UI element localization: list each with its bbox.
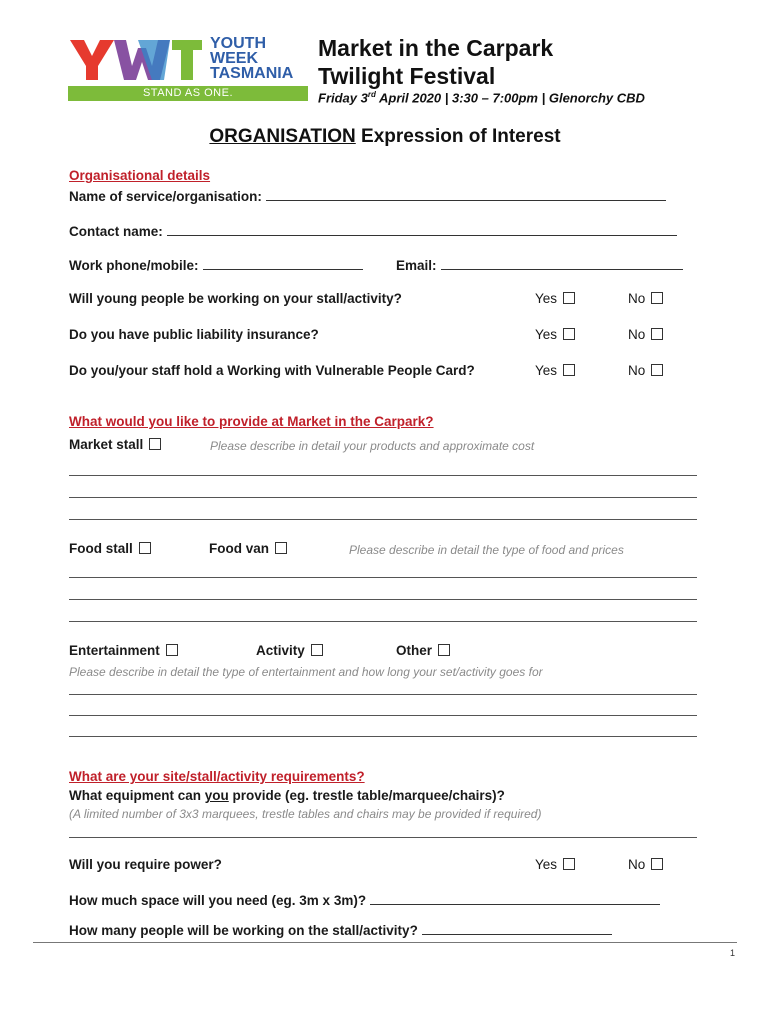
logo-line-tasmania: TASMANIA	[210, 65, 294, 82]
equipment-question: What equipment can you provide (eg. trestle table/marquee/chairs)?	[69, 788, 505, 803]
people-row	[69, 921, 612, 938]
q-liability-yes[interactable]: Yes	[535, 327, 575, 342]
footer-rule	[33, 942, 737, 943]
q-power: Will you require power?	[69, 857, 222, 872]
contact-label: Contact name:	[69, 224, 163, 239]
market-stall-hint: Please describe in detail your products and approximate cost	[210, 439, 535, 453]
checkbox-icon	[651, 292, 663, 304]
ent-line-2[interactable]	[69, 715, 697, 716]
q-young-people-no[interactable]: No	[628, 291, 663, 306]
checkbox-icon	[563, 328, 575, 340]
people-label: How many people will be working on the stall/activity?	[69, 923, 418, 938]
q-wwvp-yes[interactable]: Yes	[535, 363, 575, 378]
checkbox-icon	[651, 328, 663, 340]
q-wwvp-no[interactable]: No	[628, 363, 663, 378]
email-label: Email:	[396, 258, 437, 273]
ent-line-3[interactable]	[69, 736, 697, 737]
logo	[68, 36, 308, 102]
equipment-line[interactable]	[69, 837, 697, 838]
logo-text	[210, 36, 293, 81]
org-name-label: Name of service/organisation:	[69, 189, 262, 204]
q-liability: Do you have public liability insurance?	[69, 327, 319, 342]
q-power-yes[interactable]: Yes	[535, 857, 575, 872]
checkbox-icon	[275, 542, 287, 554]
q-liability-no[interactable]: No	[628, 327, 663, 342]
food-line-3[interactable]	[69, 621, 697, 622]
checkbox-icon	[563, 364, 575, 376]
event-title	[318, 34, 553, 90]
ent-line-1[interactable]	[69, 694, 697, 695]
contact-row	[69, 222, 677, 239]
market-line-2[interactable]	[69, 497, 697, 498]
form-title-organisation: ORGANISATION	[209, 126, 356, 147]
event-title-line1: Market in the Carpark	[318, 35, 554, 61]
section1-heading: Organisational details	[69, 168, 211, 183]
checkbox-icon	[651, 364, 663, 376]
org-name-field[interactable]	[266, 187, 666, 201]
ywt-letters-logo	[68, 36, 204, 84]
equipment-hint: (A limited number of 3x3 marquees, trestle tables and chairs may be provided if required)	[69, 807, 542, 821]
event-title-line2: Twilight Festival	[318, 63, 496, 89]
logo-line-week: WEEK	[210, 50, 258, 67]
space-label: How much space will you need (eg. 3m x 3m)?	[69, 893, 367, 908]
entertainment-option[interactable]: Entertainment	[69, 643, 178, 658]
people-field[interactable]	[422, 921, 612, 935]
phone-row	[69, 256, 363, 273]
event-date: Friday 3rd April 2020 | 3:30 – 7:00pm | Glenorchy CBD	[318, 90, 645, 106]
form-title-rest: Expression of Interest	[355, 126, 561, 147]
email-field[interactable]	[441, 256, 683, 270]
checkbox-icon	[149, 438, 161, 450]
contact-field[interactable]	[167, 222, 677, 236]
email-row	[396, 256, 683, 273]
food-hint: Please describe in detail the type of food and prices	[349, 543, 624, 557]
form-title	[0, 126, 770, 148]
q-power-no[interactable]: No	[628, 857, 663, 872]
checkbox-icon	[563, 292, 575, 304]
phone-field[interactable]	[203, 256, 363, 270]
section2-heading: What would you like to provide at Market in the Carpark?	[69, 414, 434, 429]
q-young-people: Will young people be working on your stall/activity?	[69, 291, 402, 306]
phone-label: Work phone/mobile:	[69, 258, 199, 273]
market-line-1[interactable]	[69, 475, 697, 476]
entertainment-hint: Please describe in detail the type of entertainment and how long your set/activity goes for	[69, 665, 543, 679]
checkbox-icon	[563, 858, 575, 870]
space-field[interactable]	[370, 891, 660, 905]
q-young-people-yes[interactable]: Yes	[535, 291, 575, 306]
food-van-option[interactable]: Food van	[209, 541, 287, 556]
market-stall-option[interactable]: Market stall	[69, 437, 161, 452]
food-line-1[interactable]	[69, 577, 697, 578]
q-wwvp-card: Do you/your staff hold a Working with Vulnerable People Card?	[69, 363, 475, 378]
checkbox-icon	[438, 644, 450, 656]
checkbox-icon	[311, 644, 323, 656]
food-line-2[interactable]	[69, 599, 697, 600]
checkbox-icon	[139, 542, 151, 554]
food-stall-option[interactable]: Food stall	[69, 541, 151, 556]
org-name-row	[69, 187, 666, 204]
page-number: 1	[730, 948, 736, 958]
section3-heading: What are your site/stall/activity requirements?	[69, 769, 365, 784]
checkbox-icon	[651, 858, 663, 870]
other-option[interactable]: Other	[396, 643, 450, 658]
activity-option[interactable]: Activity	[256, 643, 323, 658]
logo-tagline-bar	[68, 86, 308, 101]
market-line-3[interactable]	[69, 519, 697, 520]
logo-tagline: STAND AS ONE.	[142, 87, 234, 99]
logo-line-youth: YOUTH	[210, 35, 266, 52]
checkbox-icon	[166, 644, 178, 656]
space-row	[69, 891, 660, 908]
